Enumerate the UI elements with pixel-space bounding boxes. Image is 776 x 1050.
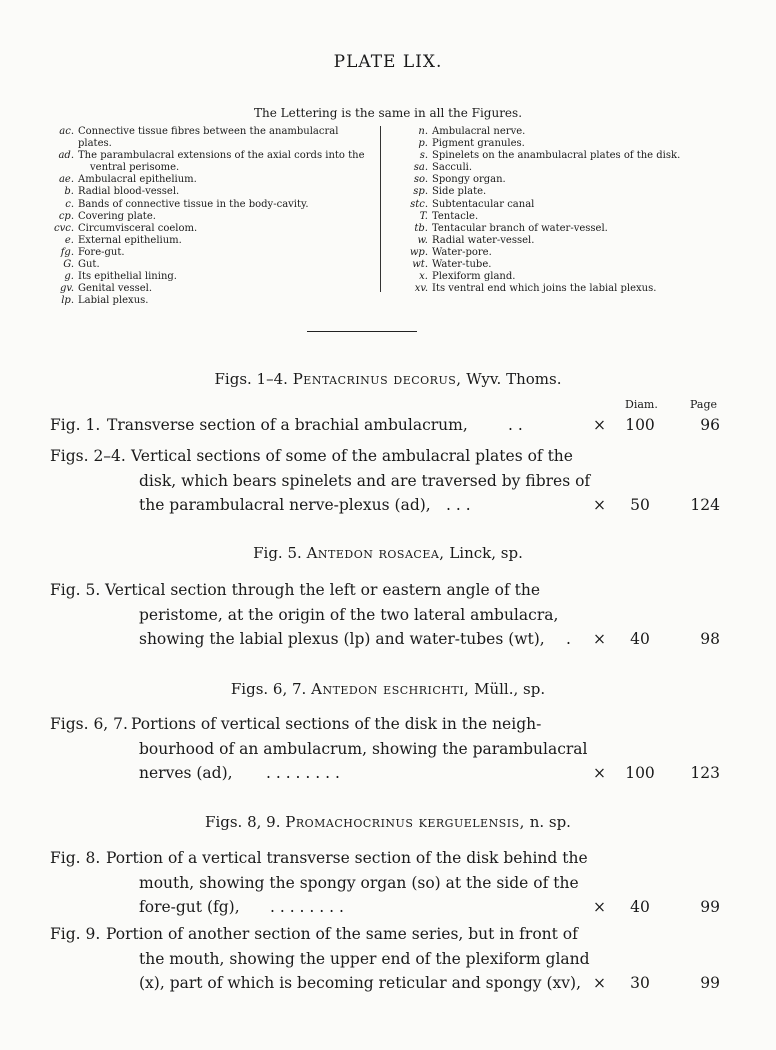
diam-column-header: Diam. xyxy=(625,398,658,411)
legend-description: Fore-gut. xyxy=(78,246,125,258)
legend-abbreviation: sa. xyxy=(413,162,428,174)
lettering-note: The Lettering is the same in all the Figures. xyxy=(253,106,523,120)
legend-abbreviation xyxy=(40,162,78,174)
legend-description: The parambulacral extensions of the axial cords into the xyxy=(78,150,365,162)
legend-row xyxy=(40,247,375,259)
legend-description: Water-tube. xyxy=(432,259,492,271)
legend-abbreviation: x. xyxy=(419,271,428,283)
legend-abbreviation: p. xyxy=(418,138,428,150)
legend-abbreviation: s. xyxy=(419,150,428,162)
page-column-header: Page xyxy=(690,398,718,411)
legend-row xyxy=(40,259,375,271)
legend-row xyxy=(40,162,375,174)
legend-abbreviation: lp. xyxy=(61,295,74,307)
plate-page: PLATE LIX. The Lettering is the same in all the Figures. ac. Connective tissue fibres between the anambulacral plates. ad. The parambulacral extensions of the axial cords into the ventral perisome. ae. Ambulacral epithelium. b. Radial blood-vessel. c. Bands of connective tissue in the body-cavity. cp. Covering plate. cvc. Circumvisceral coelom. e. External epithelium. fg. Fore-gut. G. Gut. g. Its epithelial lining. gv. Genital vessel. lp. Labial plexus. n. Ambulacral nerve. p. Pigment granules. s. Spinelets on the anambulacral plates of the disk. sa. Sacculi. so. Spongy organ. sp. Side plate. stc. Subtentacular canal T. Tentacle. tb. Tentacular branch of water-vessel. w. Radial water-vessel. wp. Water-pore. wt. Water-tube. x. Plexiform gland. xv. Its ventral end which joins the labial plexus. Figs. 1–4. Pentacrinus decorus, Wyv. Thoms. Diam. Page Fig. 1. Transverse section of a brachial ambulacrum, . . × 100 96 Figs. 2–4. Vertical sections of some of the ambulacral plates of the disk, which bears spinelets and are traversed by fibres of the parambulacral nerve-plexus (ad), . . . × 50 124 Fig. 5. Antedon rosacea, Linck, sp. Fig. 5. Vertical section through the left or eastern angle of the peristome, at the origin of the two lateral ambulacra, showing the labial plexus (lp) and water-tubes (wt), . × 40 98 Figs. 6, 7. Antedon eschrichti, Müll., sp. Figs. 6, 7. Portions of vertical sections of the disk in the neigh- bourhood of an ambulacrum, showing the parambulacral nerves (ad), . . . . . . . . × 100 123 Figs. 8, 9. Promachocrinus kerguelensis, n. sp. Fig. 8. Portion of a vertical transverse section of the disk behind the mouth, showing the spongy organ (so) at the side of the fore-gut (fg), . . . . . . . . × 40 99 Fig. 9. Portion of another section of the same series, but in front of the mouth, showing the upper end of the plexiform gland (x), part of which is becoming reticular and spongy (xv), × 30 99 xyxy=(0,0,776,1050)
legend-row xyxy=(40,235,375,247)
legend-row xyxy=(40,199,375,211)
species-heading: Figs. 8, 9. Promachocrinus kerguelensis, n. sp. xyxy=(205,813,571,831)
legend-abbreviation: wt. xyxy=(412,259,428,271)
legend-row xyxy=(40,271,375,283)
legend-row xyxy=(388,162,748,174)
legend-description: Sacculi. xyxy=(432,162,473,174)
legend-description: Radial blood-vessel. xyxy=(78,186,180,198)
legend-description: Gut. xyxy=(78,259,100,271)
legend-row xyxy=(388,223,748,235)
legend-abbreviation: ac. xyxy=(59,126,74,137)
legend-description: Water-pore. xyxy=(432,246,492,258)
legend-description: Pigment granules. xyxy=(432,138,525,150)
legend-abbreviation: so. xyxy=(413,174,428,186)
legend-row xyxy=(388,271,748,283)
legend-abbreviation: cp. xyxy=(58,210,74,222)
legend-row xyxy=(40,174,375,186)
legend-description: Connective tissue fibres between the anambulacral plates. xyxy=(78,126,339,150)
legend-row xyxy=(388,211,748,223)
legend-divider xyxy=(380,126,381,292)
legend-description: Labial plexus. xyxy=(78,295,149,307)
legend-row xyxy=(40,186,375,198)
species-heading: Figs. 1–4. Pentacrinus decorus, Wyv. Thoms. xyxy=(214,370,562,388)
legend-row xyxy=(40,223,375,235)
legend-description: Its epithelial lining. xyxy=(78,271,177,283)
legend-abbreviation: sp. xyxy=(413,186,428,198)
legend-description: Radial water-vessel. xyxy=(432,234,535,246)
legend-abbreviation: w. xyxy=(417,234,428,246)
legend-abbreviation: T. xyxy=(419,210,428,222)
legend-abbreviation: ad. xyxy=(58,150,74,162)
legend-description: Tentacle. xyxy=(432,210,479,222)
plate-title: PLATE LIX. xyxy=(333,52,443,72)
legend-description: Spongy organ. xyxy=(432,174,506,186)
legend-description: Ambulacral epithelium. xyxy=(78,174,197,186)
legend-row xyxy=(40,150,375,162)
legend-row xyxy=(388,283,748,295)
legend-row xyxy=(388,174,748,186)
legend-abbreviation: e. xyxy=(64,234,74,246)
legend-description: Subtentacular canal xyxy=(432,198,535,210)
legend-description: Covering plate. xyxy=(78,210,156,222)
legend-abbreviation: b. xyxy=(64,186,74,198)
legend-row xyxy=(40,283,375,295)
legend-abbreviation: xv. xyxy=(414,283,428,295)
legend-abbreviation: tb. xyxy=(414,222,428,234)
legend-row xyxy=(388,199,748,211)
legend-row xyxy=(388,138,748,150)
legend-description: Genital vessel. xyxy=(78,283,153,295)
legend-row xyxy=(40,211,375,223)
legend-abbreviation: g. xyxy=(64,271,74,283)
legend-description: Tentacular branch of water-vessel. xyxy=(432,222,608,234)
legend-description: Side plate. xyxy=(432,186,487,198)
legend-row xyxy=(388,150,748,162)
legend-description: Circumvisceral coelom. xyxy=(78,222,198,234)
legend-right-column xyxy=(388,126,748,295)
legend-abbreviation: gv. xyxy=(59,283,74,295)
legend-description: ventral perisome. xyxy=(90,162,180,174)
legend-abbreviation: wp. xyxy=(409,246,428,258)
legend-row xyxy=(388,235,748,247)
legend-row xyxy=(388,247,748,259)
legend-abbreviation: n. xyxy=(418,126,428,137)
legend-row xyxy=(388,186,748,198)
legend-row xyxy=(388,126,748,138)
legend-description: Spinelets on the anambulacral plates of the disk. xyxy=(432,150,681,162)
legend-abbreviation: cvc. xyxy=(53,222,74,234)
legend-row xyxy=(388,259,748,271)
legend-description: External epithelium. xyxy=(78,234,182,246)
legend-description: Its ventral end which joins the labial plexus. xyxy=(432,283,657,295)
legend-left-column xyxy=(40,126,375,307)
section-divider xyxy=(307,331,417,332)
legend-abbreviation: stc. xyxy=(410,198,428,210)
legend-abbreviation: fg. xyxy=(60,246,74,258)
legend-description: Ambulacral nerve. xyxy=(432,126,526,137)
legend-abbreviation: G. xyxy=(63,259,74,271)
legend-abbreviation: c. xyxy=(65,198,74,210)
species-heading: Figs. 6, 7. Antedon eschrichti, Müll., sp. xyxy=(230,680,546,698)
legend-row xyxy=(40,126,375,150)
legend-abbreviation: ae. xyxy=(58,174,74,186)
legend-row xyxy=(40,295,375,307)
legend-description: Plexiform gland. xyxy=(432,271,516,283)
species-heading: Fig. 5. Antedon rosacea, Linck, sp. xyxy=(253,544,523,562)
legend-description: Bands of connective tissue in the body-cavity. xyxy=(78,198,309,210)
